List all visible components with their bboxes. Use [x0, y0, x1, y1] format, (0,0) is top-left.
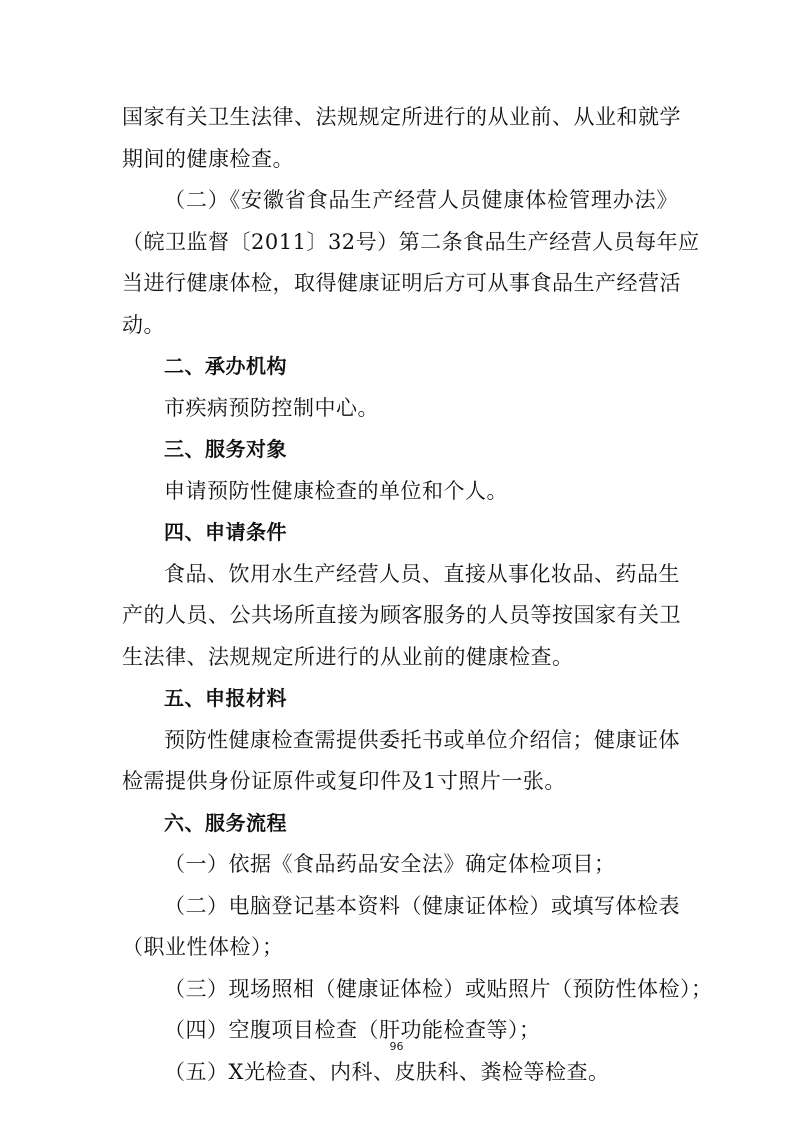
paragraph-line: 当进行健康体检，取得健康证明后方可从事食品生产经营活	[122, 271, 681, 295]
page-number: 96	[389, 1040, 404, 1053]
process-step: （三）现场照相（健康证体检）或贴照片（预防性体检）；	[164, 976, 713, 1001]
paragraph-line: 产的人员、公共场所直接为顾客服务的人员等按国家有关卫	[122, 603, 681, 627]
paragraph-line: 期间的健康检查。	[122, 146, 294, 171]
paragraph-line: 食品、饮用水生产经营人员、直接从事化妆品、药品生	[164, 561, 680, 586]
paragraph-line: （皖卫监督〔2011〕32号）第二条食品生产经营人员每年应	[122, 229, 700, 254]
paragraph-line: 国家有关卫生法律、法规规定所进行的从业前、从业和就学	[122, 105, 681, 129]
section-heading-process: 六、服务流程	[164, 810, 287, 835]
process-step: （二）电脑登记基本资料（健康证体检）或填写体检表	[164, 893, 680, 918]
process-step: （五）X光检查、内科、皮肤科、粪检等检查。	[164, 1059, 610, 1084]
section-heading-materials: 五、申报材料	[164, 686, 287, 710]
paragraph-line: 动。	[122, 312, 165, 337]
paragraph-line: （二）《安徽省食品生产经营人员健康体检管理办法》	[164, 188, 678, 212]
process-step: （四）空腹项目检查（肝功能检查等）；	[164, 1018, 541, 1042]
process-step: （一）依据《食品药品安全法》确定体检项目；	[164, 852, 616, 876]
section-heading-agency: 二、承办机构	[164, 354, 287, 378]
paragraph-line: 生法律、法规规定所进行的从业前的健康检查。	[122, 644, 574, 669]
paragraph-line: 检需提供身份证原件或复印件及1寸照片一张。	[122, 769, 566, 793]
paragraph-line: 申请预防性健康检查的单位和个人。	[164, 478, 508, 503]
paragraph-line: 预防性健康检查需提供委托书或单位介绍信；健康证体	[164, 727, 680, 752]
document-body	[122, 97, 713, 1093]
section-heading-service-target: 三、服务对象	[164, 437, 287, 461]
process-step-continuation: （职业性体检）；	[122, 935, 284, 959]
paragraph-line: 市疾病预防控制中心。	[164, 395, 379, 420]
section-heading-conditions: 四、申请条件	[164, 520, 287, 544]
